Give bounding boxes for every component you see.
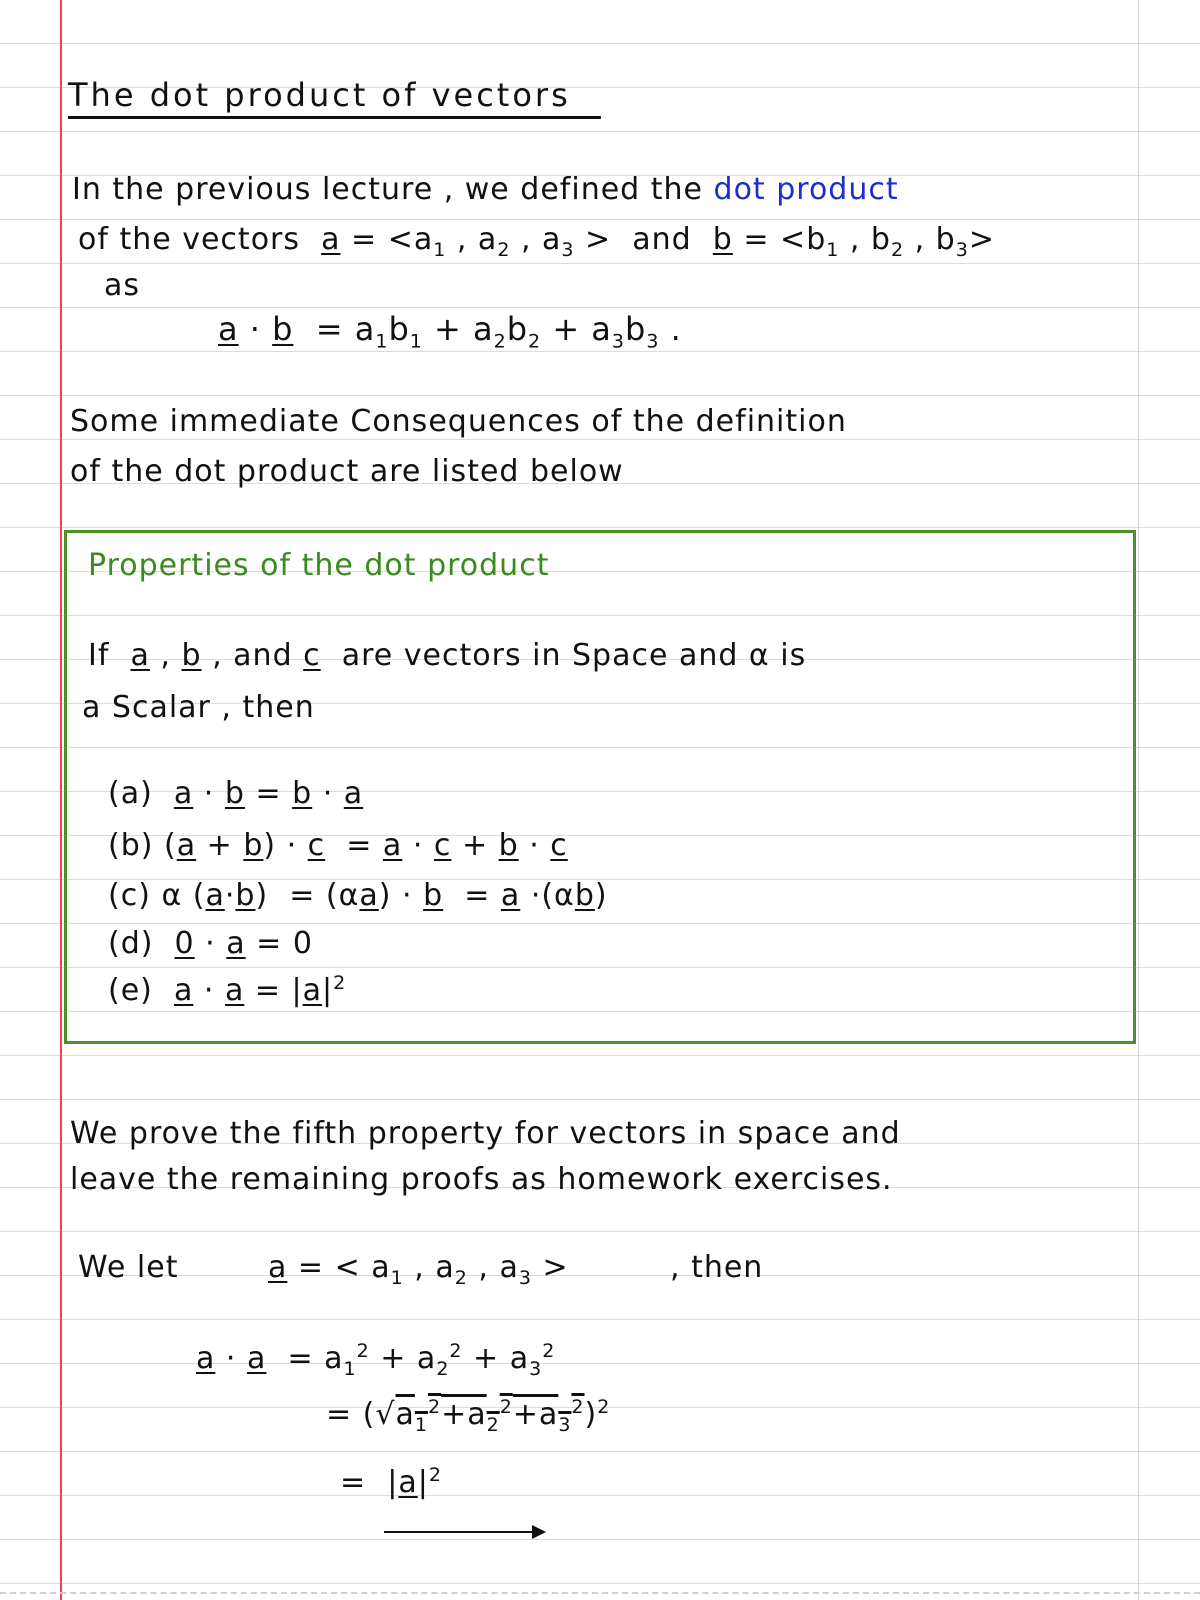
and-word: , and xyxy=(212,638,293,673)
property-b: (b) (a + b) · c = a · c + b · c xyxy=(108,828,568,863)
proof-step-2: = $(√a_1^2+a_2^2+a_3^2)^2$ xyxy=(326,1396,611,1436)
properties-heading: Properties of the dot product xyxy=(88,548,550,583)
intro-line-3: as xyxy=(104,268,141,303)
property-e: (e) $a \cdot a = |a|^2$ xyxy=(108,972,347,1008)
proof-intro-line-2: leave the remaining proofs as homework exercises. xyxy=(70,1162,893,1197)
arrow-head-icon xyxy=(532,1525,546,1539)
consequences-line-1: Some immediate Consequences of the definition xyxy=(70,404,847,439)
vector-a-symbol: a xyxy=(321,222,341,257)
proof-intro-line-1: We prove the fifth property for vectors in space and xyxy=(70,1116,901,1151)
intro-and: and xyxy=(632,222,692,257)
vector-b-symbol: b xyxy=(181,638,202,673)
consequences-line-2: of the dot product are listed below xyxy=(70,454,624,489)
let-line-vector: a = < $a_1$ , $a_2$ , $a_3$ > xyxy=(268,1250,569,1289)
properties-condition-line-2: a Scalar , then xyxy=(82,690,315,725)
intro-text: In the previous lecture , we defined the xyxy=(72,172,703,207)
let-line-suffix: , then xyxy=(670,1250,764,1285)
page-bottom-divider xyxy=(0,1592,1200,1594)
property-d: (d) 0 · a = 0 xyxy=(108,926,313,961)
continuation-arrow-icon xyxy=(384,1531,534,1533)
property-a: (a) a · b = b · a xyxy=(108,776,364,811)
properties-condition-line-1: If a , b , and c are vectors in Space and α is xyxy=(88,638,807,673)
intro-line-1 xyxy=(72,172,899,207)
dot-product-definition: $a \cdot b = a_1b_1 + a_2b_2 + a_3b_3$ . xyxy=(218,310,682,353)
property-c: (c) α (a·b) = (αa) · b = a ·(αb) xyxy=(108,878,608,913)
vector-b-symbol: b xyxy=(712,222,733,257)
intro-line-2: of the vectors $a = <a_1$ , $a_2$ , $a_3$ > and $b = <b_1$ , $b_2$ , $b_3>$ xyxy=(78,222,995,261)
proof-step-1: $a \cdot a = a_1^2 + a_2^2 + a_3^2$ xyxy=(196,1340,556,1380)
page-title: The dot product of vectors xyxy=(68,76,601,119)
vector-a-components-start: = <a xyxy=(351,222,434,257)
proof-step-3: = $|a|^2$ xyxy=(340,1464,442,1500)
dot-product-highlight: dot product xyxy=(713,172,899,207)
let-line-prefix: We let xyxy=(78,1250,179,1285)
intro-vectors-label: of the vectors xyxy=(78,222,301,257)
if-word: If xyxy=(88,638,110,673)
vector-a-symbol: a xyxy=(130,638,150,673)
vector-c-symbol: c xyxy=(303,638,321,673)
condition-rest: are vectors in Space and α is xyxy=(341,638,807,673)
notebook-right-line xyxy=(1138,0,1139,1600)
notebook-margin-line xyxy=(60,0,62,1600)
